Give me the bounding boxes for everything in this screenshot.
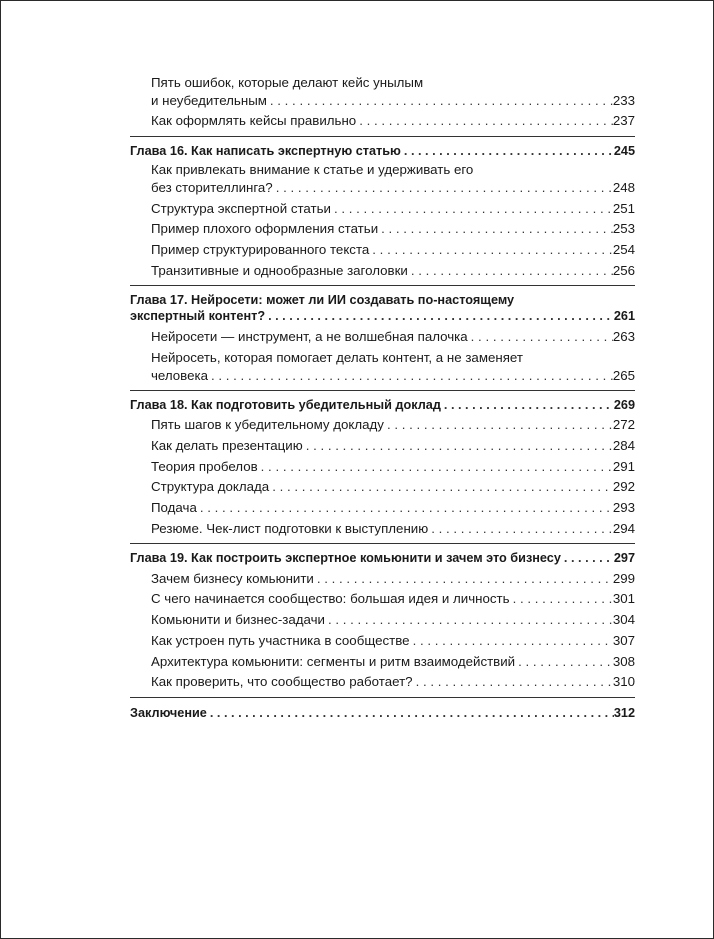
- toc-entry-title: Пять шагов к убедительному докладу: [151, 417, 384, 432]
- dot-leader: [441, 396, 614, 414]
- toc-entry-title: Теория пробелов: [151, 459, 258, 474]
- chapter-heading[interactable]: [130, 142, 635, 160]
- chapter-title: Глава 16. Как написать экспертную статью: [130, 144, 401, 158]
- toc-entry-title: Нейросеть, которая помогает делать контент, а не заменяет: [151, 350, 523, 365]
- page-number: 233: [612, 93, 635, 108]
- toc-entry[interactable]: [151, 570, 635, 588]
- section-divider: [130, 697, 635, 698]
- chapter-title: экспертный контент?: [130, 309, 266, 323]
- dot-leader: [468, 328, 613, 346]
- dot-leader: [356, 112, 613, 130]
- page-number: 294: [612, 521, 635, 536]
- dot-leader: [384, 416, 613, 434]
- section-divider: [130, 390, 635, 391]
- dot-leader: [273, 179, 613, 197]
- dot-leader: [208, 367, 613, 385]
- chapter-heading[interactable]: [130, 549, 635, 567]
- dot-leader: [265, 307, 614, 325]
- toc-entry-title: без сторителлинга?: [151, 180, 273, 195]
- page-number: 297: [613, 551, 635, 565]
- toc-entry-title: Подача: [151, 500, 197, 515]
- page-number: 308: [612, 654, 635, 669]
- page-number: 304: [612, 612, 635, 627]
- toc-entry[interactable]: [151, 92, 635, 110]
- toc-entry[interactable]: [151, 179, 635, 197]
- toc-entry-title: Как делать презентацию: [151, 438, 303, 453]
- page-number: 292: [612, 479, 635, 494]
- toc-entry[interactable]: [151, 520, 635, 538]
- page-number: 265: [612, 368, 635, 383]
- page-number: 261: [613, 309, 635, 323]
- toc-entry[interactable]: [151, 437, 635, 455]
- page-number: 251: [612, 201, 635, 216]
- dot-leader: [267, 92, 613, 110]
- dot-leader: [401, 142, 614, 160]
- toc-entry[interactable]: [151, 632, 635, 650]
- page-number: 299: [612, 571, 635, 586]
- page-number: 254: [612, 242, 635, 257]
- chapter-title: Глава 18. Как подготовить убедительный доклад: [130, 398, 441, 412]
- toc-entry[interactable]: [151, 458, 635, 476]
- toc-entry-title: Зачем бизнесу комьюнити: [151, 571, 314, 586]
- toc-entry[interactable]: [151, 653, 635, 671]
- chapter-title: Глава 17. Нейросети: может ли ИИ создавать по-настоящему: [130, 293, 515, 307]
- toc-entry-title: Как устроен путь участника в сообществе: [151, 633, 410, 648]
- toc-entry-title: Резюме. Чек-лист подготовки к выступлению: [151, 521, 429, 536]
- page-number: 237: [612, 113, 635, 128]
- toc-entry[interactable]: [151, 590, 635, 608]
- section-divider: [130, 136, 635, 137]
- toc-entry[interactable]: [151, 241, 635, 259]
- page-number: 256: [612, 263, 635, 278]
- toc-entry-title: С чего начинается сообщество: большая идея и личность: [151, 591, 510, 606]
- section-divider: [130, 285, 635, 286]
- dot-leader: [207, 704, 614, 722]
- toc-entry[interactable]: [151, 499, 635, 517]
- section-divider: [130, 543, 635, 544]
- toc-entry[interactable]: [151, 112, 635, 130]
- page-number: 291: [612, 459, 635, 474]
- toc-entry[interactable]: [151, 416, 635, 434]
- toc-entry[interactable]: [151, 220, 635, 238]
- dot-leader: [515, 653, 613, 671]
- page-number: 310: [612, 674, 635, 689]
- dot-leader: [369, 241, 613, 259]
- page-number: 307: [612, 633, 635, 648]
- dot-leader: [408, 262, 613, 280]
- toc-entry-title: Как оформлять кейсы правильно: [151, 113, 357, 128]
- dot-leader: [303, 437, 613, 455]
- toc-entry[interactable]: [151, 200, 635, 218]
- chapter-title: Глава 19. Как построить экспертное комьюнити и зачем это бизнесу: [130, 551, 561, 565]
- dot-leader: [510, 590, 613, 608]
- toc-entry-title: Пример плохого оформления статьи: [151, 221, 379, 236]
- page-number: 312: [613, 706, 635, 720]
- conclusion-heading[interactable]: [130, 704, 635, 722]
- conclusion-title: Заключение: [130, 706, 207, 720]
- dot-leader: [413, 673, 613, 691]
- page-number: 253: [612, 221, 635, 236]
- dot-leader: [410, 632, 613, 650]
- toc-entry-title: и неубедительным: [151, 93, 267, 108]
- dot-leader: [314, 570, 613, 588]
- toc-entry[interactable]: [151, 478, 635, 496]
- toc-entry-title: Структура экспертной статьи: [151, 201, 331, 216]
- toc-entry-title: Как привлекать внимание к статье и удерживать его: [151, 162, 474, 177]
- page-number: 269: [613, 398, 635, 412]
- toc-entry[interactable]: [151, 367, 635, 385]
- toc-entry[interactable]: [151, 328, 635, 346]
- dot-leader: [428, 520, 613, 538]
- toc-entry-title: Транзитивные и однообразные заголовки: [151, 263, 408, 278]
- toc-entry-title: Пример структурированного текста: [151, 242, 370, 257]
- page-number: 272: [612, 417, 635, 432]
- dot-leader: [258, 458, 613, 476]
- page-number: 245: [613, 144, 635, 158]
- chapter-heading[interactable]: [130, 307, 635, 325]
- toc-entry-title: Архитектура комьюнити: сегменты и ритм взаимодействий: [151, 654, 516, 669]
- dot-leader: [325, 611, 613, 629]
- toc-entry[interactable]: [151, 673, 635, 691]
- toc-entry-title: Как проверить, что сообщество работает?: [151, 674, 413, 689]
- page-number: 301: [612, 591, 635, 606]
- toc-entry-title: Структура доклада: [151, 479, 270, 494]
- toc-entry-title: Комьюнити и бизнес-задачи: [151, 612, 325, 627]
- dot-leader: [561, 549, 614, 567]
- dot-leader: [197, 499, 613, 517]
- dot-leader: [331, 200, 613, 218]
- toc-entry-title: человека: [151, 368, 208, 383]
- page-number: 293: [612, 500, 635, 515]
- toc-entry-title: Пять ошибок, которые делают кейс унылым: [151, 75, 424, 90]
- page-number: 248: [612, 180, 635, 195]
- page-number: 263: [612, 329, 635, 344]
- dot-leader: [378, 220, 613, 238]
- toc-entry[interactable]: [151, 262, 635, 280]
- toc-entry[interactable]: [151, 611, 635, 629]
- toc-entry-title: Нейросети — инструмент, а не волшебная палочка: [151, 329, 468, 344]
- dot-leader: [269, 478, 613, 496]
- chapter-heading[interactable]: [130, 396, 635, 414]
- page-number: 284: [612, 438, 635, 453]
